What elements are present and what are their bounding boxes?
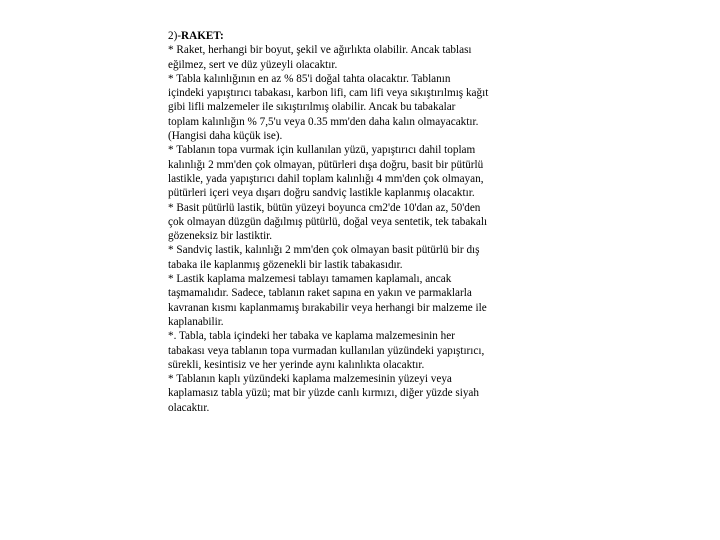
text-line: * Lastik kaplama malzemesi tablayı tamamen kaplamalı, ancak — [168, 273, 452, 286]
document-text-block — [168, 29, 528, 415]
text-line: * Tablanın kaplı yüzündeki kaplama malzemesinin yüzeyi veya — [168, 373, 452, 386]
text-line: * Basit pütürlü lastik, bütün yüzeyi boyunca cm2'de 10'dan az, 50'den — [168, 201, 481, 214]
text-line: pütürleri içeri veya dışarı doğru sandviç lastikle kaplanmış olacaktır. — [168, 187, 475, 200]
text-line: * Tablanın topa vurmak için kullanılan yüzü, yapıştırıcı dahil toplam — [168, 144, 476, 157]
text-line: eğilmez, sert ve düz yüzeyli olacaktır. — [168, 58, 338, 71]
text-line: * Raket, herhangi bir boyut, şekil ve ağırlıkta olabilir. Ancak tablası — [168, 44, 472, 57]
text-line: (Hangisi daha küçük ise). — [168, 130, 283, 143]
section-number: 2)- — [168, 30, 182, 42]
section-heading — [168, 29, 528, 43]
text-line: olacaktır. — [168, 401, 210, 414]
text-line: kaplamasız tabla yüzü; mat bir yüzde canlı kırmızı, diğer yüzde siyah — [168, 387, 479, 400]
text-line: * Tabla kalınlığının en az % 85'i doğal tahta olacaktır. Tablanın — [168, 72, 451, 85]
text-line: toplam kalınlığın % 7,5'u veya 0.35 mm'den daha kalın olmayacaktır. — [168, 115, 479, 128]
text-line: tabaka ile kaplanmış gözenekli bir lastik tabakasıdır. — [168, 258, 403, 271]
section-title: RAKET: — [181, 30, 224, 42]
text-line: tabakası veya tablanın topa vurmadan kullanılan yüzündeki yapıştırıcı, — [168, 344, 485, 357]
text-line: gözeneksiz bir lastiktir. — [168, 230, 273, 243]
text-line: lastikle, yada yapıştırıcı dahil toplam kalınlığı 4 mm'den çok olmayan, — [168, 172, 484, 185]
text-line: taşmamalıdır. Sadece, tablanın raket sapına en yakın ve parmaklarla — [168, 287, 472, 300]
text-line: sürekli, kesintisiz ve her yerinde aynı kalınlıkta olacaktır. — [168, 358, 425, 371]
text-line: çok olmayan düzgün dağılmış pütürlü, doğal veya sentetik, tek tabakalı — [168, 215, 488, 228]
text-line: kavranan kısmı kaplanmamış bırakabilir veya herhangi bir malzeme ile — [168, 301, 487, 314]
text-line: kaplanabilir. — [168, 315, 224, 328]
text-line: *. Tabla, tabla içindeki her tabaka ve kaplama malzemesinin her — [168, 330, 455, 343]
text-line: kalınlığı 2 mm'den çok olmayan, pütürleri dışa doğru, basit bir pütürlü — [168, 158, 484, 171]
text-line: içindeki yapıştırıcı tabakası, karbon lifi, cam lifi veya sıkıştırılmış kağıt — [168, 87, 489, 100]
text-line: gibi lifli malzemeler ile sıkıştırılmış olabilir. Ancak bu tabakalar — [168, 101, 456, 114]
text-line: * Sandviç lastik, kalınlığı 2 mm'den çok olmayan basit pütürlü bir dış — [168, 244, 480, 257]
